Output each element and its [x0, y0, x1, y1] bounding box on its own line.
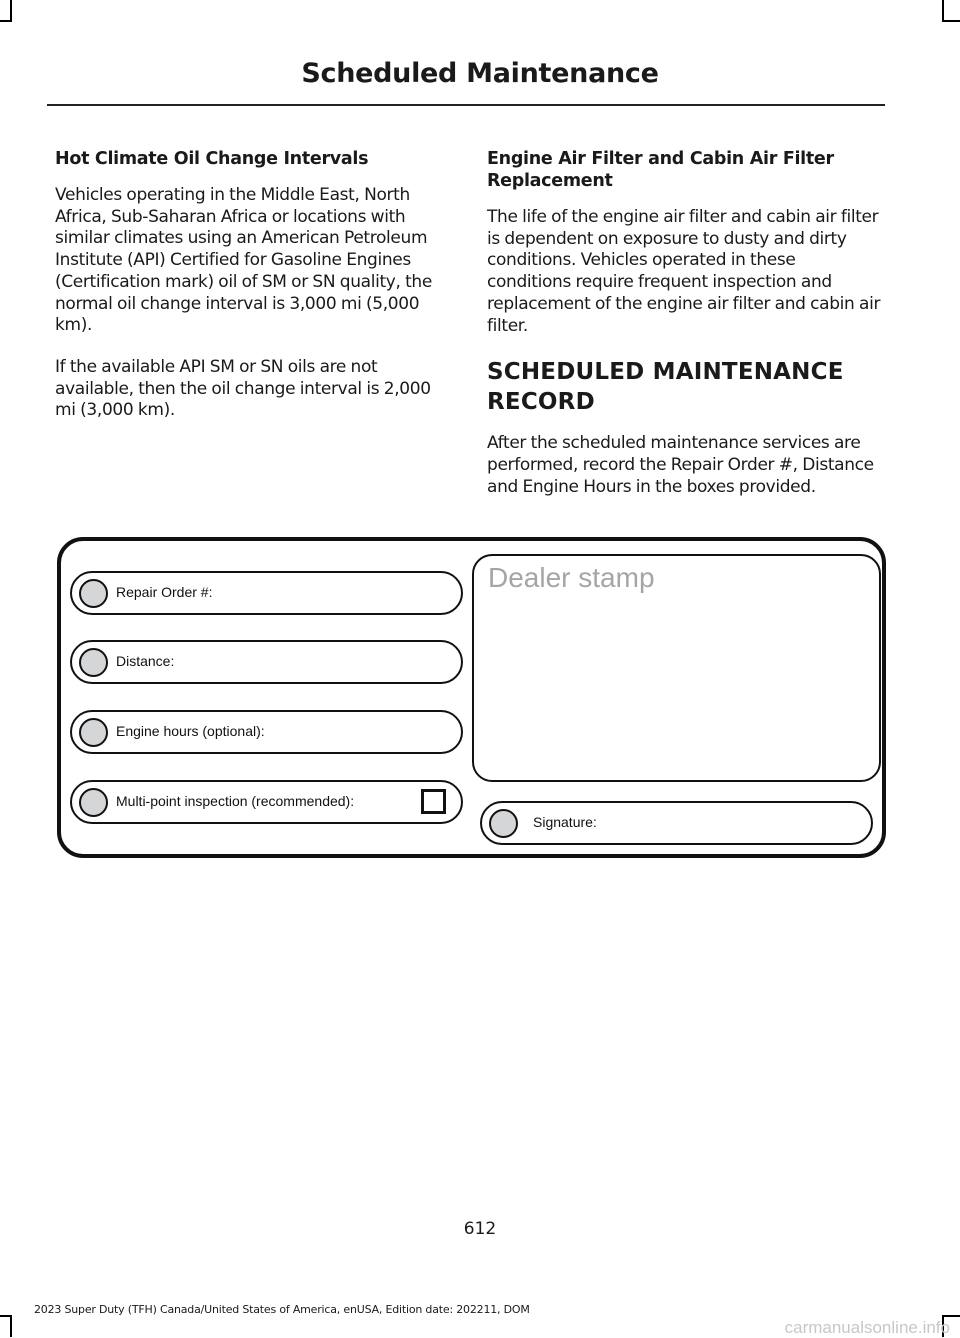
bullet-circle-icon [79, 788, 108, 817]
hot-climate-heading: Hot Climate Oil Change Intervals [55, 149, 369, 169]
engine-hours-field[interactable] [70, 710, 463, 754]
maintenance-record-paragraph: After the scheduled maintenance services are performed, record the Repair Order #, Distance and Engine Hours in the boxes provided. [487, 433, 874, 497]
engine-hours-label: Engine hours (optional): [116, 723, 265, 739]
edition-footer: 2023 Super Duty (TFH) Canada/United States of America, enUSA, Edition date: 202211, DOM [34, 1303, 530, 1316]
dealer-stamp-box [472, 554, 881, 782]
bullet-circle-icon [79, 718, 108, 747]
maintenance-record-title-line2: RECORD [487, 389, 595, 416]
bullet-circle-icon [79, 579, 108, 608]
signature-field[interactable] [480, 801, 873, 845]
dealer-stamp-label: Dealer stamp [488, 562, 655, 593]
right-column [487, 148, 882, 518]
repair-order-field[interactable] [70, 571, 463, 615]
signature-label: Signature: [533, 814, 597, 830]
page-number: 612 [463, 1219, 497, 1239]
hot-climate-paragraph-1: Vehicles operating in the Middle East, North Africa, Sub-Saharan Africa or locations with similar climates using an American Petroleum Institute (API) Certified for Gasoline Engines (Certification mark) oil of SM or SN quality, the normal oil change interval is 3,000 mi (5,000 km). [55, 185, 432, 336]
distance-label: Distance: [116, 653, 175, 669]
inspection-checkbox[interactable] [421, 789, 446, 814]
air-filter-paragraph: The life of the engine air filter and cabin air filter is dependent on exposure to dusty and dirty conditions. Vehicles operated in these conditions require frequent inspection and replacement of the engine air filter and cabin air filter. [487, 207, 881, 336]
page-title: Scheduled Maintenance [301, 58, 659, 89]
multi-point-inspection-label: Multi-point inspection (recommended): [116, 793, 355, 809]
hot-climate-paragraph-2: If the available API SM or SN oils are not available, then the oil change interval is 2,000 mi (3,000 km). [55, 356, 431, 421]
multi-point-inspection-field [70, 780, 463, 824]
maintenance-record-title-line1: SCHEDULED MAINTENANCE [487, 359, 844, 386]
bullet-circle-icon [489, 809, 518, 838]
crop-mark [10, 1315, 12, 1337]
repair-order-label: Repair Order #: [116, 584, 213, 600]
watermark: carmanualsonline.info [784, 1318, 950, 1337]
crop-mark [942, 20, 960, 22]
crop-mark [942, 1315, 960, 1317]
bullet-circle-icon [79, 648, 108, 677]
crop-mark [10, 0, 12, 20]
air-filter-heading: Engine Air Filter and Cabin Air Filter Replacement [487, 149, 834, 191]
crop-mark [0, 1315, 12, 1317]
maintenance-record-card [57, 537, 886, 858]
left-column [55, 148, 450, 442]
crop-mark [942, 0, 944, 20]
distance-field[interactable] [70, 640, 463, 684]
maintenance-record-title [487, 357, 882, 417]
crop-mark [0, 20, 12, 22]
title-divider [47, 104, 885, 106]
